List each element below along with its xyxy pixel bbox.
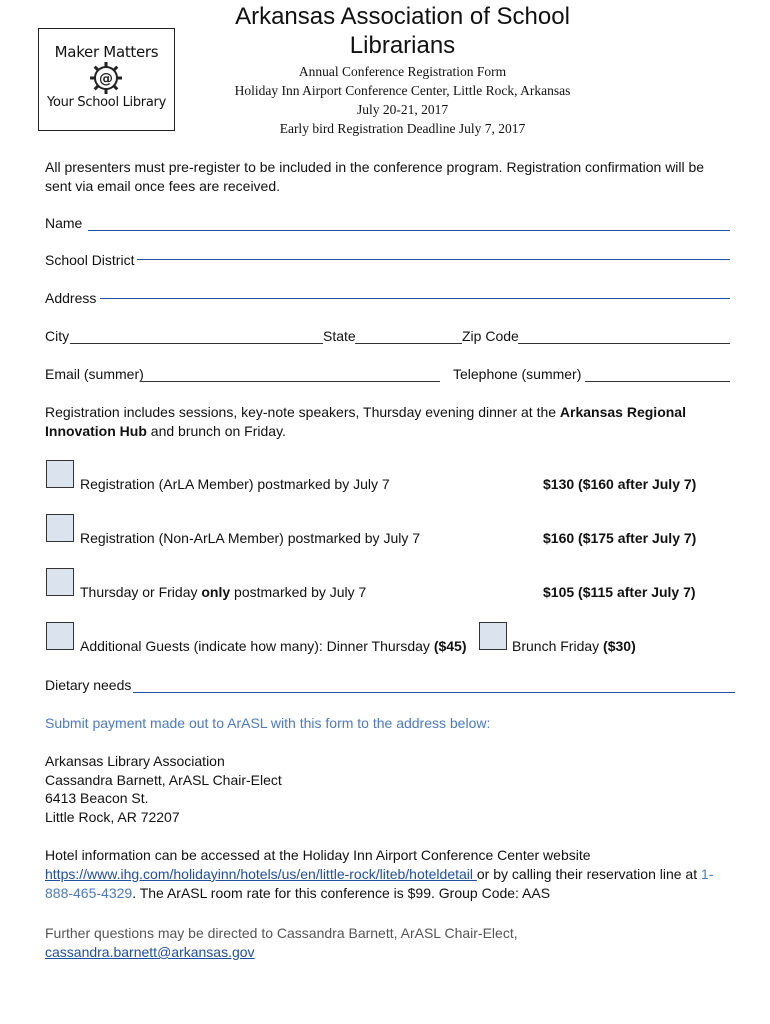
phone-line[interactable] [585,381,730,382]
zip-line[interactable] [518,343,730,344]
address-line-2: Cassandra Barnett, ArASL Chair-Elect [45,771,282,788]
state-label: State [323,328,356,344]
city-state-zip-row [45,328,730,346]
city-line[interactable] [70,343,323,344]
name-field[interactable] [45,215,730,233]
intro-paragraph: All presenters must pre-register to be included in the conference program. Registration confirmation will be sent via email once fees are received. [45,159,705,194]
address-line-4: Little Rock, AR 72207 [45,809,180,826]
hotel-mid: or by calling their reservation line at [476,866,701,882]
non-arla-member-price: $160 ($175 after July 7) [543,530,697,546]
email-line[interactable] [141,381,440,382]
school-district-field[interactable] [45,252,730,270]
hotel-phone-start: 1- [701,866,714,882]
name-label: Name [45,215,83,231]
maker-matters-logo [38,28,175,131]
non-arla-member-checkbox[interactable] [46,514,74,542]
mailing-address [45,752,282,827]
arla-member-checkbox[interactable] [46,460,74,488]
address-line-1: Arkansas Library Association [45,753,225,769]
dates-line: July 20-21, 2017 [356,102,449,117]
logo-bottom-text: Your School Library [47,95,166,110]
contact-email-link[interactable]: cassandra.barnett@arkansas.gov [45,944,255,960]
state-line[interactable] [355,343,462,344]
hotel-phone: 888-465-4329 [45,885,133,901]
dietary-line[interactable] [133,692,735,693]
single-day-checkbox[interactable] [46,568,74,596]
brunch-checkbox[interactable] [479,622,507,650]
gear-icon [89,61,123,95]
includes-paragraph [45,403,725,441]
hotel-rate-text: . The ArASL room rate for this conference is $99. Group Code: AAS [132,885,551,901]
email-phone-row [45,366,730,384]
single-day-label: Thursday or Friday only postmarked by July 7 [80,584,367,600]
form-subtitle: Annual Conference Registration Form [298,64,507,79]
submit-note: Submit payment made out to ArASL with this form to the address below: [45,715,491,731]
single-day-price: $105 ($115 after July 7) [543,584,696,600]
guest-dinner-label: Additional Guests (indicate how many): Dinner Thursday ($45) [80,638,467,654]
address-field[interactable] [45,290,730,308]
innovation-hub-text: Arkansas Regional Innovation Hub [45,404,686,439]
arla-member-price: $130 ($160 after July 7) [543,476,697,492]
logo-top-text: Maker Matters [54,43,159,61]
hotel-intro: Hotel information can be accessed at the Holiday Inn Airport Conference Center website [45,847,591,863]
non-arla-member-label: Registration (Non-ArLA Member) postmarked by July 7 [80,530,421,546]
venue-line: Holiday Inn Airport Conference Center, Little Rock, Arkansas [234,83,571,98]
phone-label: Telephone (summer) [453,366,582,382]
address-line[interactable] [100,298,730,299]
questions-text: Further questions may be directed to Cassandra Barnett, ArASL Chair-Elect, [45,925,518,941]
address-line-3: 6413 Beacon St. [45,790,149,807]
hotel-link[interactable]: https://www.ihg.com/holidayinn/hotels/us/en/little-rock/liteb/hoteldetail [45,866,477,882]
city-label: City [45,328,70,344]
at-symbol: @ [99,71,113,87]
page-title: Arkansas Association of School Librarians [235,3,570,59]
name-line[interactable] [88,230,730,231]
includes-text: Registration includes sessions, key-note speakers, Thursday evening dinner at the [45,404,560,420]
questions-paragraph [45,924,725,962]
school-district-label: School District [45,252,135,268]
hotel-paragraph [45,846,715,903]
email-label: Email (summer) [45,366,144,382]
includes-text-end: and brunch on Friday. [146,423,286,439]
guest-dinner-checkbox[interactable] [46,622,74,650]
arla-member-label: Registration (ArLA Member) postmarked by July 7 [80,476,390,492]
deadline-line: Early bird Registration Deadline July 7, 2017 [279,121,526,136]
school-district-line[interactable] [137,259,730,260]
dietary-field[interactable] [45,677,735,695]
address-label: Address [45,290,97,306]
zip-label: Zip Code [462,328,519,344]
brunch-label: Brunch Friday ($30) [512,638,636,654]
dietary-label: Dietary needs [45,677,132,693]
